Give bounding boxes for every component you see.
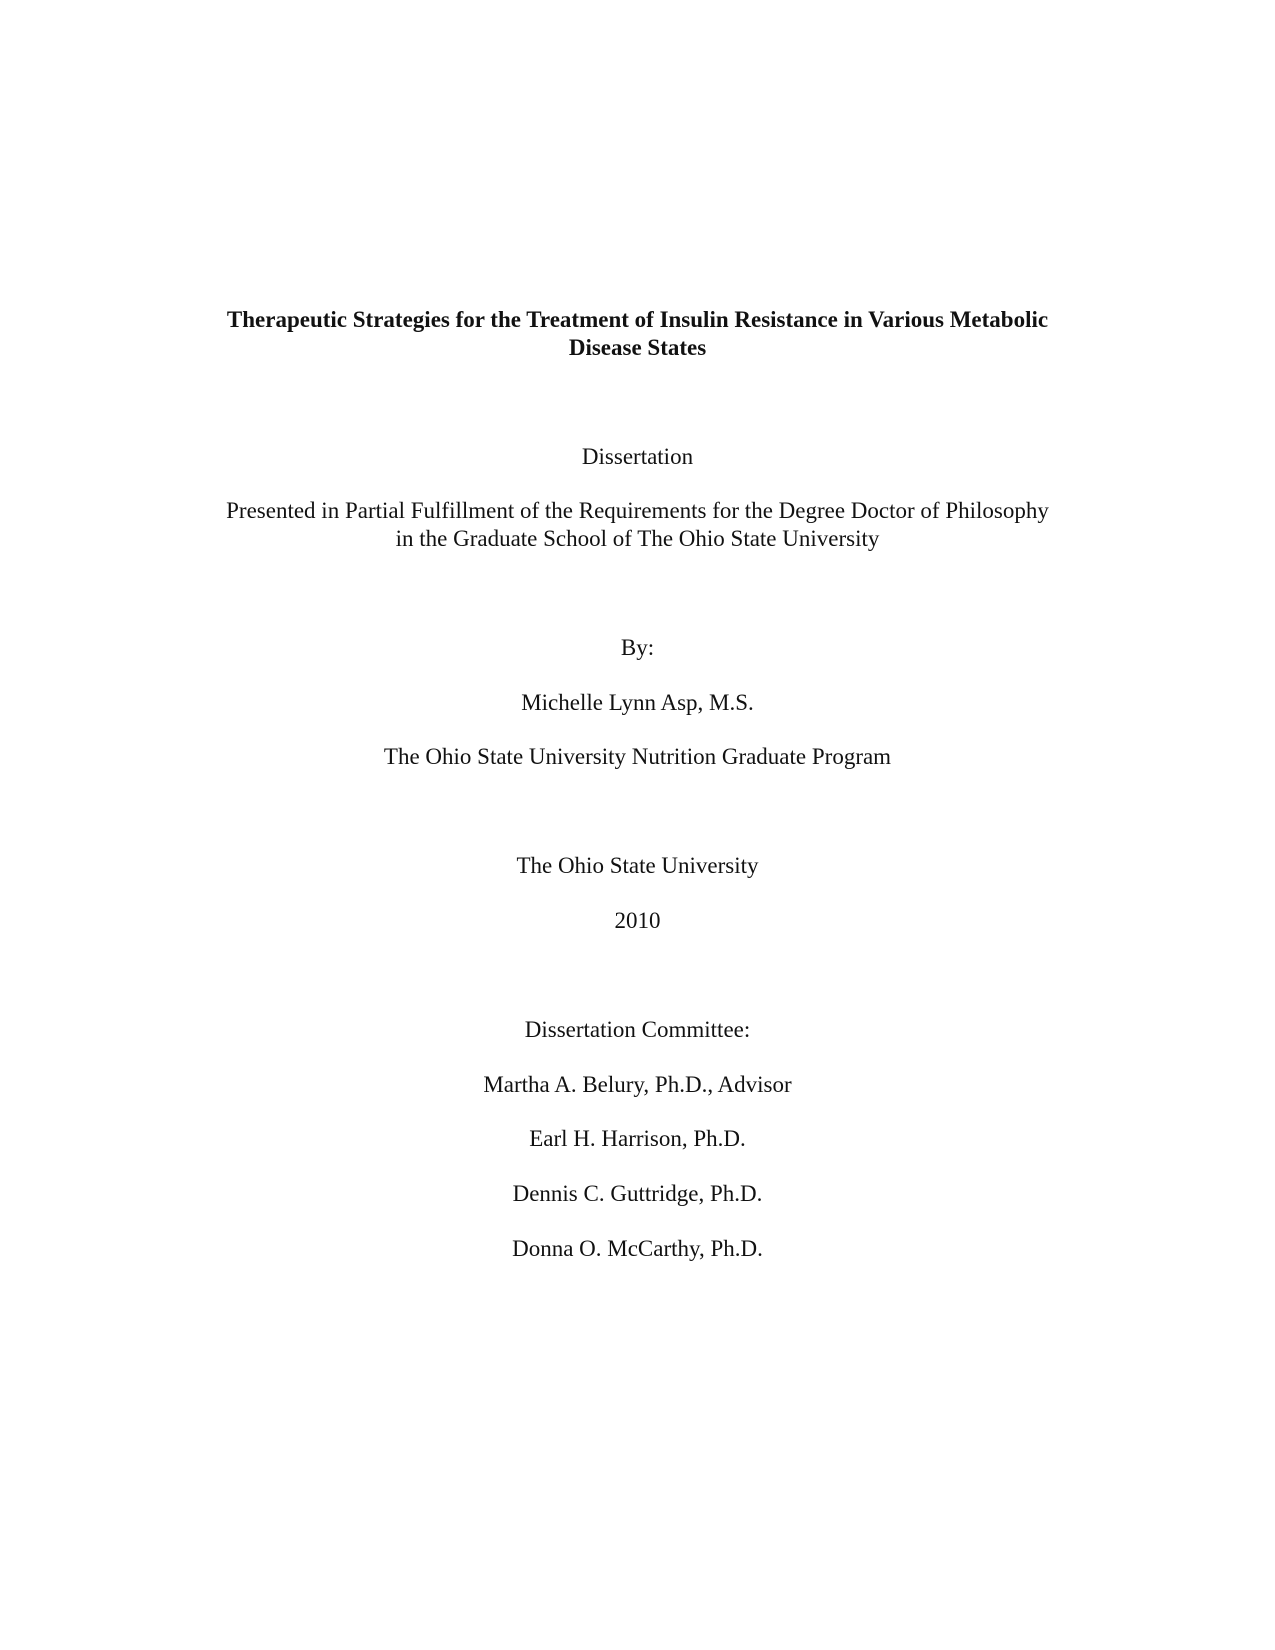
fulfillment-statement-line-2: in the Graduate School of The Ohio State University — [395, 526, 880, 551]
document-type: Dissertation — [581, 444, 694, 469]
committee-member: Donna O. McCarthy, Ph.D. — [512, 1236, 763, 1261]
fulfillment-statement-line-1: Presented in Partial Fulfillment of the Requirements for the Degree Doctor of Philosophy — [226, 498, 1049, 523]
committee-member: Dennis C. Guttridge, Ph.D. — [512, 1181, 763, 1206]
committee-member: Martha A. Belury, Ph.D., Advisor — [483, 1072, 792, 1097]
author-name: Michelle Lynn Asp, M.S. — [521, 690, 754, 715]
dissertation-title-line-1: Therapeutic Strategies for the Treatment of Insulin Resistance in Various Metabolic — [226, 307, 1049, 332]
dissertation-title-line-2: Disease States — [568, 335, 707, 360]
by-label: By: — [620, 635, 655, 660]
year: 2010 — [614, 908, 661, 933]
committee-heading: Dissertation Committee: — [524, 1017, 751, 1042]
institution-name: The Ohio State University — [516, 853, 759, 878]
committee-member: Earl H. Harrison, Ph.D. — [529, 1126, 746, 1151]
graduate-program: The Ohio State University Nutrition Graduate Program — [383, 744, 892, 769]
